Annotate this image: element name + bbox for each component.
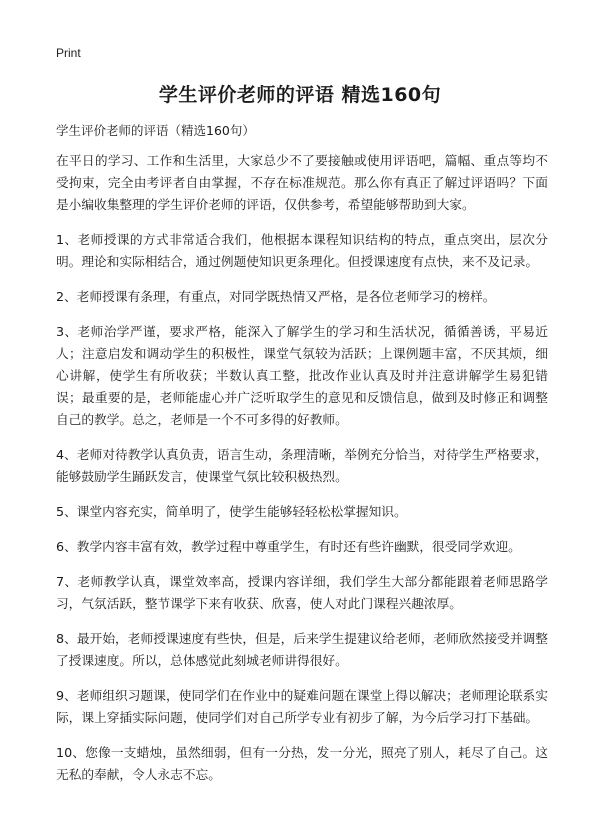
article-body: [56, 150, 548, 799]
comment-item-9: 9、老师组织习题课，使同学们在作业中的疑难问题在课堂上得以解决；老师理论联系实际，课上穿插实际问题，使同学们对自己所学专业有初步了解，为今后学习打下基础。: [56, 688, 548, 725]
comment-item-2: 2、老师授课有条理，有重点，对同学既热情又严格，是各位老师学习的榜样。: [56, 289, 496, 304]
comment-item-3: 3、老师治学严谨，要求严格，能深入了解学生的学习和生活状况，循循善诱，平易近人；注意启发和调动学生的积极性，课堂气氛较为活跃；上课例题丰富，不厌其烦，细心讲解，使学生有所收获；半数认真工整，批改作业认真及时并注意讲解学生易犯错误；最重要的是，老师能虚心并广泛听取学生的意见和反馈信息，做到及时修正和调整自己的教学。总之，老师是一个不可多得的好教师。: [56, 324, 548, 427]
page-title: 学生评价老师的评语 精选160句: [158, 84, 442, 106]
print-link[interactable]: Print: [56, 46, 81, 60]
comment-item-10: 10、您像一支蜡烛，虽然细弱，但有一分热，发一分光，照亮了别人，耗尽了自己。这无私的奉献，令人永志不忘。: [56, 745, 548, 782]
comment-item-8: 8、最开始，老师授课速度有些快，但是，后来学生提建议给老师，老师欣然接受并调整了授课速度。所以，总体感觉此刻城老师讲得很好。: [56, 631, 548, 668]
comment-item-1: 1、老师授课的方式非常适合我们，他根据本课程知识结构的特点，重点突出，层次分明。理论和实际相结合，通过例题使知识更条理化。但授课速度有点快，来不及记录。: [56, 232, 548, 269]
comment-item-7: 7、老师教学认真，课堂效率高，授课内容详细，我们学生大部分都能跟着老师思路学习，气氛活跃，整节课学下来有收获、欣喜，使人对此门课程兴趣浓厚。: [56, 574, 548, 611]
comment-item-5: 5、课堂内容充实，简单明了，使学生能够轻轻松松掌握知识。: [56, 504, 407, 519]
article-subtitle: 学生评价老师的评语（精选160句）: [56, 123, 255, 138]
comment-item-6: 6、教学内容丰富有效，教学过程中尊重学生，有时还有些许幽默，很受同学欢迎。: [56, 539, 521, 554]
comment-item-4: 4、老师对待教学认真负责，语言生动，条理清晰，举例充分恰当，对待学生严格要求，能够鼓励学生踊跃发言，使课堂气氛比较积极热烈。: [56, 447, 548, 484]
intro-paragraph: 在平日的学习、工作和生活里，大家总少不了要接触或使用评语吧，篇幅、重点等均不受拘束，完全由考评者自由掌握，不存在标准规范。那么你有真正了解过评语吗？下面是小编收集整理的学生评价老师的评语，仅供参考，希望能够帮助到大家。: [56, 153, 548, 212]
